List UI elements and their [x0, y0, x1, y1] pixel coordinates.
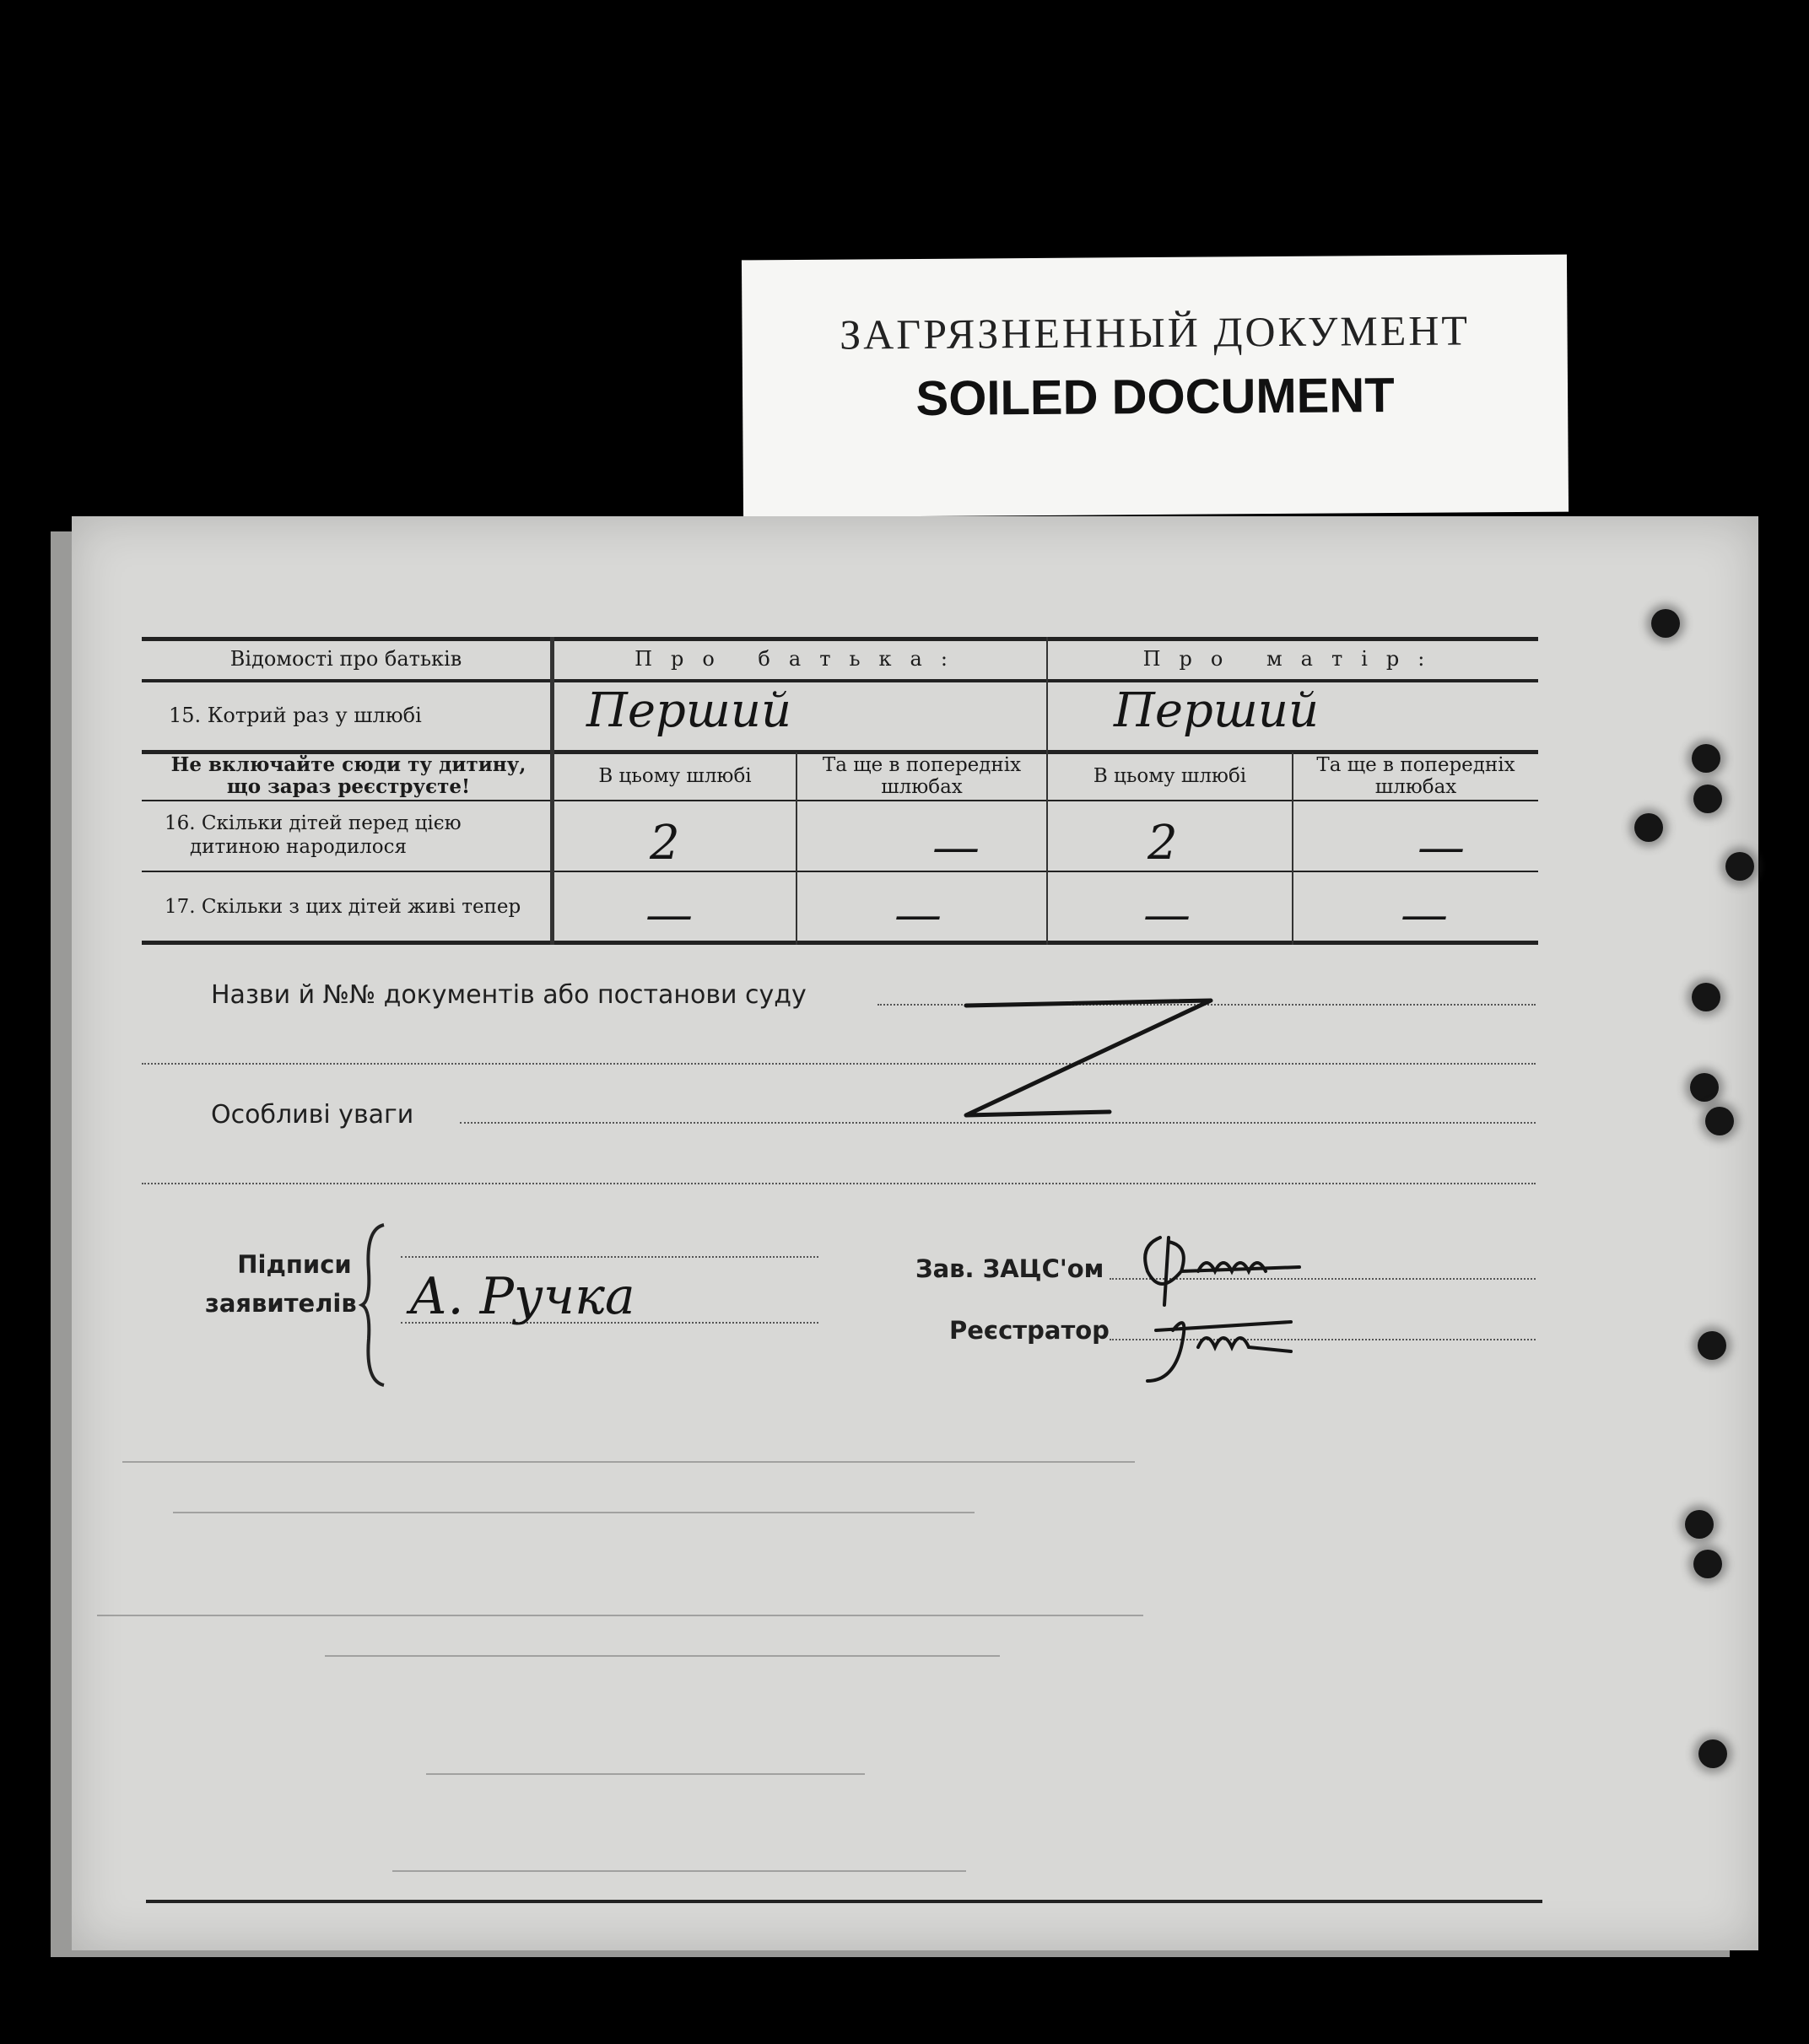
punch-hole: [1692, 983, 1720, 1011]
row16-mother-previous: —: [1418, 820, 1465, 875]
header-about-mother: Про матір:: [1142, 647, 1444, 671]
previous-marriages-line1: Та ще в попередніх: [1316, 754, 1515, 776]
remarks-dotted-line-2: [142, 1183, 1536, 1184]
exclusion-note: [150, 754, 547, 798]
strike-through-mark: [932, 989, 1236, 1141]
punch-hole: [1693, 1550, 1722, 1578]
row15-father-value: Перший: [586, 683, 792, 738]
applicant-signature-line-1: [401, 1256, 818, 1258]
bleed-through-mark: [392, 1870, 966, 1872]
row17-mother-this-marriage: —: [1143, 887, 1191, 942]
punch-hole: [1692, 744, 1720, 773]
mother-previous-marriages-header: [1293, 754, 1538, 798]
applicants-label-line2: заявителів: [205, 1289, 357, 1318]
documents-dotted-line-2: [142, 1063, 1536, 1065]
mother-this-marriage-header: В цьому шлюбі: [1093, 765, 1247, 787]
punch-hole: [1651, 609, 1680, 638]
row16-label-line1: 16. Скільки дітей перед цією: [165, 812, 462, 834]
official-signatures: [1122, 1212, 1375, 1406]
applicant-signature: А. Ручка: [409, 1267, 635, 1326]
row17-father-this-marriage: —: [645, 887, 693, 942]
row17-mother-previous: —: [1401, 887, 1448, 942]
previous-marriages-line2: шлюбах: [1374, 776, 1457, 798]
exclusion-note-line1: Не включайте сюди ту дитину,: [170, 753, 526, 776]
bleed-through-mark: [97, 1615, 1143, 1616]
documents-label: Назви й №№ документів або постанови суду: [211, 980, 807, 1010]
label-english-text: SOILED DOCUMENT: [915, 368, 1395, 426]
row16-mother-this-marriage: 2: [1148, 816, 1178, 871]
registrar-label: Реєстратор: [949, 1316, 1110, 1345]
punch-hole: [1690, 1073, 1719, 1102]
signature-brace: [359, 1221, 392, 1389]
bleed-through-mark: [325, 1655, 1000, 1657]
punch-hole: [1634, 813, 1663, 842]
punch-hole: [1685, 1510, 1714, 1539]
bottom-rule: [146, 1900, 1542, 1903]
punch-hole: [1725, 852, 1754, 881]
previous-marriages-line1: Та ще в попередніх: [822, 754, 1022, 776]
previous-marriages-line2: шлюбах: [881, 776, 963, 798]
row16-father-this-marriage: 2: [650, 816, 680, 871]
applicants-label: [205, 1250, 357, 1318]
row15-label: 15. Котрий раз у шлюбі: [169, 704, 422, 727]
row16-label-line2: дитиною народилося: [190, 836, 408, 858]
row16-father-previous: —: [932, 820, 980, 875]
father-this-marriage-header: В цьому шлюбі: [598, 765, 752, 787]
bleed-through-mark: [173, 1512, 975, 1513]
punch-hole: [1705, 1107, 1734, 1135]
bleed-through-mark: [426, 1773, 865, 1775]
row17-label: 17. Скільки з цих дітей живі тепер: [165, 896, 521, 918]
label-russian-text: ЗАГРЯЗНЕННЫЙ ДОКУМЕНТ: [839, 306, 1471, 359]
row17-father-previous: —: [894, 887, 942, 942]
header-parents-info: Відомості про батьків: [230, 647, 462, 671]
row16-label: [165, 812, 544, 859]
soiled-document-label: [742, 255, 1569, 518]
bleed-through-mark: [122, 1461, 1135, 1463]
applicants-label-line1: Підписи: [237, 1250, 352, 1279]
zags-head-label: Зав. ЗАЦС'ом: [915, 1254, 1104, 1283]
punch-hole: [1693, 785, 1722, 813]
punch-hole: [1698, 1331, 1726, 1360]
exclusion-note-line2: що зараз реєструєте!: [226, 775, 471, 798]
row15-mother-value: Перший: [1114, 683, 1320, 738]
remarks-label: Особливі уваги: [211, 1100, 414, 1130]
father-previous-marriages-header: [797, 754, 1046, 798]
header-about-father: Про батька:: [634, 647, 966, 671]
punch-hole: [1698, 1739, 1727, 1768]
registration-form-sheet: [72, 516, 1758, 1950]
